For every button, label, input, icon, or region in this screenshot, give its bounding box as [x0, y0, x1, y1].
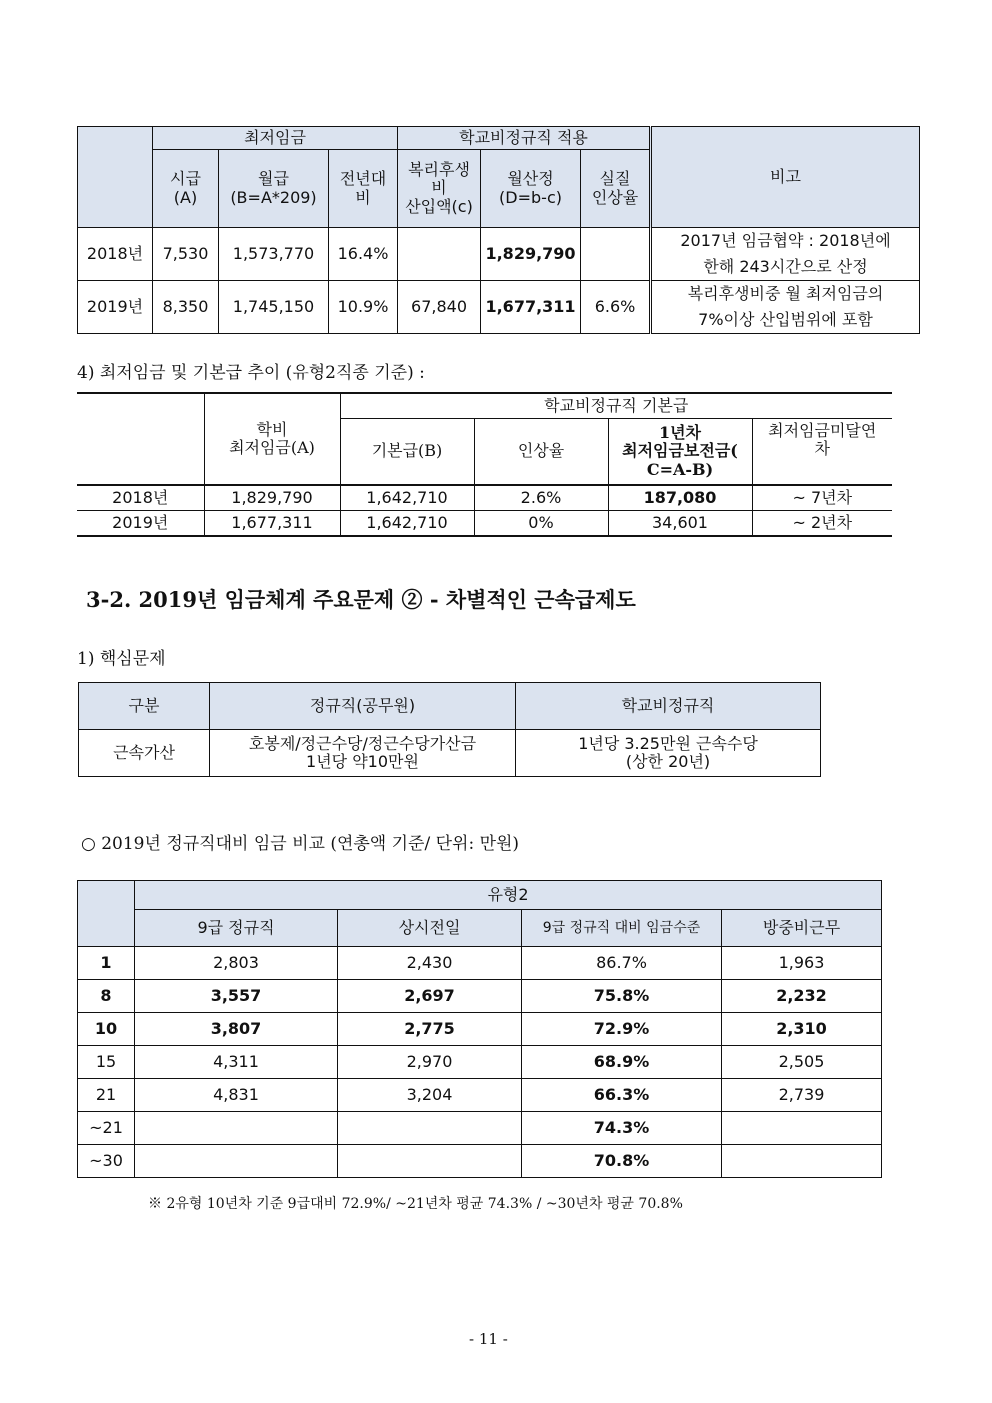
hourly-cell: 7,530	[153, 228, 219, 281]
corner-cell	[78, 881, 135, 947]
year-cell: 21	[78, 1079, 135, 1112]
welfare-cell: 67,840	[398, 281, 481, 334]
grade9-cell: 3,807	[135, 1013, 338, 1046]
ratio-cell: 66.3%	[522, 1079, 722, 1112]
rate-cell: 0%	[474, 511, 608, 537]
fulltime-cell: 2,697	[338, 980, 522, 1013]
minwage-cell: 1,829,790	[204, 485, 340, 511]
note-header: 비고	[651, 127, 920, 228]
table-row	[78, 1145, 882, 1178]
basic-cell: 1,642,710	[340, 485, 474, 511]
school-header: 학교비정규직	[516, 683, 821, 730]
rate-header: 인상율	[474, 419, 608, 486]
ratio-cell: 75.8%	[522, 980, 722, 1013]
table-row	[78, 947, 882, 980]
regular-value: 호봉제/정근수당/정근수당가산금 1년당 약10만원	[210, 730, 516, 777]
table-row	[78, 1013, 882, 1046]
table-row	[79, 730, 821, 777]
monthly-cell: 1,745,150	[219, 281, 329, 334]
vacation-cell	[722, 1145, 882, 1178]
minwage-header: 학비 최저임금(A)	[204, 393, 340, 485]
note-cell: 복리후생비중 월 최저임금의 7%이상 산입범위에 포함	[651, 281, 920, 334]
year-cell: 8	[78, 980, 135, 1013]
grade9-header: 9급 정규직	[135, 910, 338, 947]
grade9-cell: 3,557	[135, 980, 338, 1013]
calc-header: 월산정 (D=b-c)	[481, 150, 581, 228]
guarantee-cell: 34,601	[608, 511, 752, 537]
school-value: 1년당 3.25만원 근속수당 (상한 20년)	[516, 730, 821, 777]
rate-cell: 2.6%	[474, 485, 608, 511]
grade9-cell	[135, 1112, 338, 1145]
real-rate-cell	[581, 228, 651, 281]
ratio-cell: 74.3%	[522, 1112, 722, 1145]
ratio-cell: 68.9%	[522, 1046, 722, 1079]
calc-cell: 1,829,790	[481, 228, 581, 281]
yoy-header: 전년대 비	[329, 150, 398, 228]
table-row	[78, 1112, 882, 1145]
vacation-cell: 1,963	[722, 947, 882, 980]
sub-heading: 1) 핵심문제	[77, 649, 166, 669]
year-cell: 2018년	[77, 485, 204, 511]
minimum-wage-table	[77, 126, 920, 334]
years-cell: ~ 7년차	[752, 485, 892, 511]
grade9-cell: 2,803	[135, 947, 338, 980]
regular-header: 정규직(공무원)	[210, 683, 516, 730]
table-row	[78, 281, 920, 334]
guarantee-header: 1년차 최저임금보전금( C=A-B)	[608, 419, 752, 486]
vacation-header: 방중비근무	[722, 910, 882, 947]
group-header: 유형2	[135, 881, 882, 910]
fulltime-header: 상시전일	[338, 910, 522, 947]
yoy-cell: 10.9%	[329, 281, 398, 334]
vacation-cell: 2,310	[722, 1013, 882, 1046]
table-row	[78, 1046, 882, 1079]
hourly-cell: 8,350	[153, 281, 219, 334]
fulltime-cell: 2,775	[338, 1013, 522, 1046]
year-cell: 2019년	[77, 511, 204, 537]
years-cell: ~ 2년차	[752, 511, 892, 537]
monthly-header: 월급 (B=A*209)	[219, 150, 329, 228]
table-row	[77, 485, 892, 511]
welfare-header: 복리후생 비 산입액(c)	[398, 150, 481, 228]
page-number: - 11 -	[469, 1330, 508, 1348]
fulltime-cell: 2,430	[338, 947, 522, 980]
basic-header: 기본급(B)	[340, 419, 474, 486]
section-title: 3-2. 2019년 임금체계 주요문제 ② - 차별적인 근속급제도	[86, 587, 636, 612]
grade9-cell	[135, 1145, 338, 1178]
corner-cell	[77, 393, 204, 485]
basic-group-header: 학교비정규직 기본급	[340, 393, 892, 419]
note-cell: 2017년 임금협약 : 2018년에 한해 243시간으로 산정	[651, 228, 920, 281]
ratio-cell: 72.9%	[522, 1013, 722, 1046]
corner-cell	[78, 127, 153, 228]
vacation-cell: 2,739	[722, 1079, 882, 1112]
ratio-cell: 86.7%	[522, 947, 722, 980]
year-cell: 1	[78, 947, 135, 980]
seniority-table	[78, 682, 821, 777]
year-cell: ~30	[78, 1145, 135, 1178]
ratio-cell: 70.8%	[522, 1145, 722, 1178]
fulltime-cell	[338, 1112, 522, 1145]
grade9-cell: 4,311	[135, 1046, 338, 1079]
table-row	[78, 1079, 882, 1112]
welfare-cell	[398, 228, 481, 281]
vacation-cell: 2,505	[722, 1046, 882, 1079]
footnote: ※ 2유형 10년차 기준 9급대비 72.9%/ ~21년차 평균 74.3% / ~30년차 평균 70.8%	[148, 1196, 683, 1212]
comparison-heading: ○ 2019년 정규직대비 임금 비교 (연총액 기준/ 단위: 만원)	[81, 834, 520, 854]
table-row	[78, 228, 920, 281]
basic-cell: 1,642,710	[340, 511, 474, 537]
real-rate-cell: 6.6%	[581, 281, 651, 334]
minwage-cell: 1,677,311	[204, 511, 340, 537]
vacation-cell: 2,232	[722, 980, 882, 1013]
fulltime-cell: 3,204	[338, 1079, 522, 1112]
vacation-cell	[722, 1112, 882, 1145]
monthly-cell: 1,573,770	[219, 228, 329, 281]
guarantee-cell: 187,080	[608, 485, 752, 511]
table-row	[77, 511, 892, 537]
wage-comparison-table	[77, 880, 882, 1178]
real-rate-header: 실질 인상율	[581, 150, 651, 228]
years-header: 최저임금미달연 차	[752, 419, 892, 486]
table-row	[78, 980, 882, 1013]
year-cell: 2019년	[78, 281, 153, 334]
yoy-cell: 16.4%	[329, 228, 398, 281]
section4-heading: 4) 최저임금 및 기본급 추이 (유형2직종 기준) :	[77, 363, 425, 383]
row-label: 근속가산	[79, 730, 210, 777]
min-wage-group-header: 최저임금	[153, 127, 398, 150]
year-cell: 10	[78, 1013, 135, 1046]
fulltime-cell: 2,970	[338, 1046, 522, 1079]
ratio-header: 9급 정규직 대비 임금수준	[522, 910, 722, 947]
basic-pay-trend-table	[77, 392, 892, 537]
year-cell: 15	[78, 1046, 135, 1079]
year-cell: ~21	[78, 1112, 135, 1145]
grade9-cell: 4,831	[135, 1079, 338, 1112]
fulltime-cell	[338, 1145, 522, 1178]
category-header: 구분	[79, 683, 210, 730]
year-cell: 2018년	[78, 228, 153, 281]
school-group-header: 학교비정규직 적용	[398, 127, 651, 150]
hourly-header: 시급 (A)	[153, 150, 219, 228]
calc-cell: 1,677,311	[481, 281, 581, 334]
